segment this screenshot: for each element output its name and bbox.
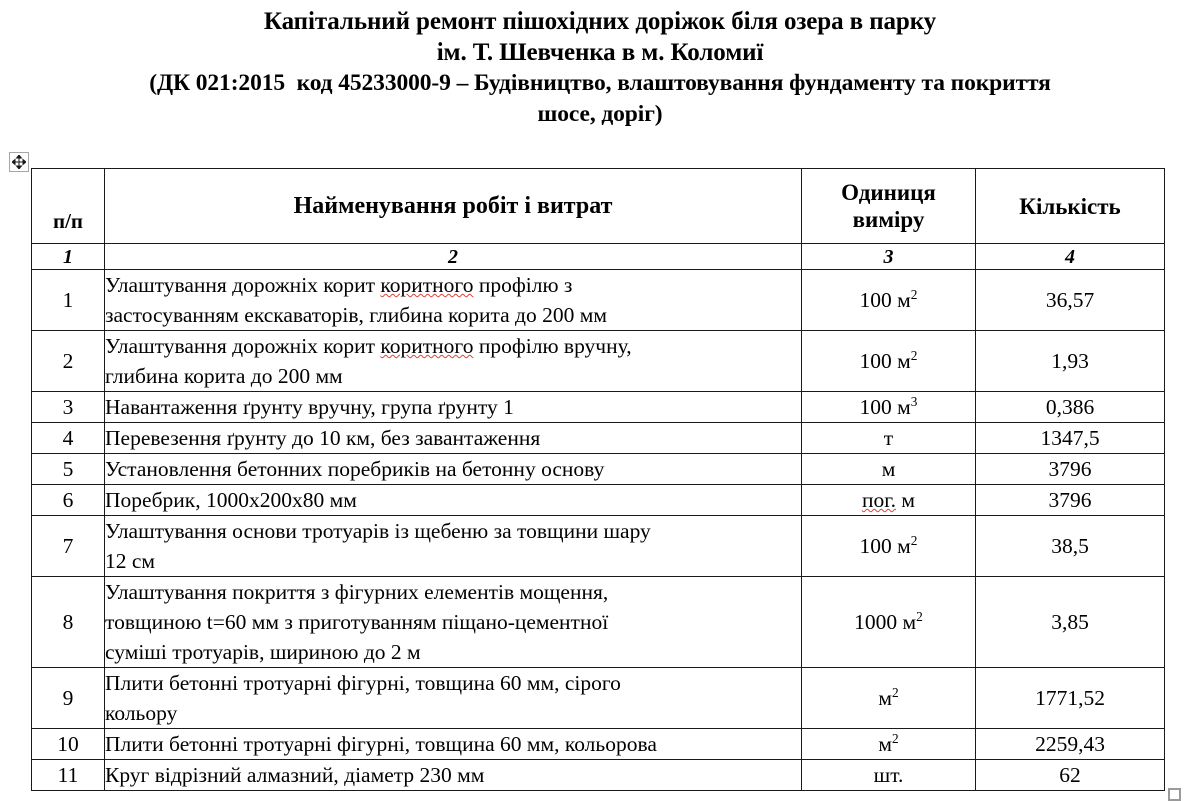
row-unit-superscript: 2 <box>910 532 918 548</box>
row-name-text-2: профілю з <box>473 273 573 297</box>
row-number: 10 <box>32 729 105 760</box>
row-unit <box>802 485 976 516</box>
row-quantity: 1,93 <box>976 331 1165 392</box>
row-name: Круг відрізний алмазний, діаметр 230 мм <box>105 760 802 791</box>
row-number: 8 <box>32 577 105 668</box>
row-quantity: 1347,5 <box>976 423 1165 454</box>
row-unit-text: 1000 м <box>854 610 917 634</box>
row-number: 11 <box>32 760 105 791</box>
row-unit <box>802 760 976 791</box>
row-number: 9 <box>32 668 105 729</box>
row-unit-text: шт. <box>873 763 904 787</box>
header-cell-name: Найменування робіт і витрат <box>105 169 802 244</box>
row-name <box>105 668 802 729</box>
row-number: 3 <box>32 392 105 423</box>
row-unit-text: м <box>878 732 892 756</box>
row-quantity: 36,57 <box>976 270 1165 331</box>
title-line-1: Капітальний ремонт пішохідних доріжок біля озера в парку <box>263 8 937 35</box>
row-number: 4 <box>32 423 105 454</box>
header-cell-unit <box>802 169 976 244</box>
row-name <box>105 331 802 392</box>
row-number: 5 <box>32 454 105 485</box>
table-row <box>32 729 1165 760</box>
row-name-line-1: Улаштування основи тротуарів із щебеню за товщини шару <box>105 519 651 543</box>
row-quantity: 3,85 <box>976 577 1165 668</box>
row-unit-text: 100 м <box>859 395 911 419</box>
row-name-text: Улаштування дорожніх корит <box>105 334 381 358</box>
row-name <box>105 577 802 668</box>
row-unit-superscript: 2 <box>910 347 918 363</box>
table-row <box>32 760 1165 791</box>
title-line-2: ім. Т. Шевченка в м. Коломиї <box>436 39 764 66</box>
colnum-3: 3 <box>802 244 976 270</box>
row-name-text: Улаштування дорожніх корит <box>105 273 381 297</box>
row-quantity: 38,5 <box>976 516 1165 577</box>
row-unit <box>802 577 976 668</box>
row-number: 2 <box>32 331 105 392</box>
row-unit <box>802 331 976 392</box>
header-unit-line-2: виміру <box>852 207 925 232</box>
row-quantity: 3796 <box>976 485 1165 516</box>
row-unit-text: м <box>881 457 896 481</box>
row-unit-superscript: 2 <box>910 286 918 302</box>
table-row <box>32 270 1165 331</box>
spellcheck-word: коритного <box>380 334 474 358</box>
row-unit <box>802 516 976 577</box>
move-four-arrows-icon <box>12 155 26 169</box>
row-unit-text: м <box>896 488 915 512</box>
works-and-costs-table <box>31 168 1165 791</box>
colnum-1: 1 <box>32 244 105 270</box>
row-name-line-2: застосуванням екскаваторів, глибина корита до 200 мм <box>105 303 607 327</box>
row-unit-text: 100 м <box>859 349 911 373</box>
table-header-row <box>32 169 1165 244</box>
row-name-line-1 <box>105 331 801 361</box>
table-row <box>32 454 1165 485</box>
row-name: Перевезення ґрунту до 10 км, без завантаження <box>105 423 802 454</box>
spellcheck-word: коритного <box>380 273 474 297</box>
row-unit <box>802 423 976 454</box>
row-unit <box>802 270 976 331</box>
row-unit <box>802 454 976 485</box>
table-row <box>32 392 1165 423</box>
row-name <box>105 270 802 331</box>
header-cell-number: п/п <box>32 169 105 244</box>
row-name-line-1: Улаштування покриття з фігурних елементів мощення, <box>105 580 609 604</box>
row-name-line-1: Плити бетонні тротуарні фігурні, товщина 60 мм, сірого <box>105 671 621 695</box>
table-row <box>32 485 1165 516</box>
spellcheck-word: пог. <box>861 488 897 512</box>
row-unit-text: т <box>883 426 894 450</box>
row-name: Навантаження ґрунту вручну, група ґрунту 1 <box>105 392 802 423</box>
row-unit-superscript: 3 <box>910 393 918 409</box>
row-name-text-2: профілю вручну, <box>473 334 632 358</box>
row-unit-superscript: 2 <box>916 608 923 624</box>
row-name-line-1 <box>105 270 801 300</box>
row-number: 1 <box>32 270 105 331</box>
colnum-2: 2 <box>105 244 802 270</box>
row-name: Поребрик, 1000х200х80 мм <box>105 485 802 516</box>
table-row <box>32 668 1165 729</box>
row-unit-text: 100 м <box>859 534 911 558</box>
table-row <box>32 331 1165 392</box>
header-cell-quantity: Кількість <box>976 169 1165 244</box>
document-title <box>30 0 1170 130</box>
row-number: 7 <box>32 516 105 577</box>
row-name: Плити бетонні тротуарні фігурні, товщина 60 мм, кольорова <box>105 729 802 760</box>
row-name-line-2: товщиною t=60 мм з приготуванням піщано-цементної <box>105 610 609 634</box>
row-name-line-2: глибина корита до 200 мм <box>105 364 343 388</box>
row-name: Установлення бетонних поребриків на бетонну основу <box>105 454 802 485</box>
row-quantity: 0,386 <box>976 392 1165 423</box>
row-unit <box>802 392 976 423</box>
row-name-line-3: суміші тротуарів, шириною до 2 м <box>105 640 421 664</box>
row-name <box>105 516 802 577</box>
table-column-number-row <box>32 244 1165 270</box>
row-unit-superscript: 2 <box>891 684 899 700</box>
table-resize-handle[interactable] <box>1168 788 1181 801</box>
row-unit-superscript: 2 <box>891 730 899 746</box>
row-name-line-2: кольору <box>105 701 178 725</box>
table-move-handle[interactable] <box>9 152 29 172</box>
row-name-line-2: 12 см <box>105 549 156 573</box>
row-quantity: 3796 <box>976 454 1165 485</box>
row-quantity: 1771,52 <box>976 668 1165 729</box>
table-row <box>32 423 1165 454</box>
colnum-4: 4 <box>976 244 1165 270</box>
row-unit-text: 100 м <box>859 288 911 312</box>
row-number: 6 <box>32 485 105 516</box>
table-row <box>32 577 1165 668</box>
row-quantity: 62 <box>976 760 1165 791</box>
title-line-3: (ДК 021:2015 код 45233000-9 – Будівництво, влаштовування фундаменту та покриття <box>149 70 1051 96</box>
row-unit-text: м <box>878 686 892 710</box>
row-quantity: 2259,43 <box>976 729 1165 760</box>
row-unit <box>802 668 976 729</box>
row-unit <box>802 729 976 760</box>
table-row <box>32 516 1165 577</box>
title-line-4: шосе, доріг) <box>537 101 663 127</box>
header-unit-line-1: Одиниця <box>841 180 936 205</box>
